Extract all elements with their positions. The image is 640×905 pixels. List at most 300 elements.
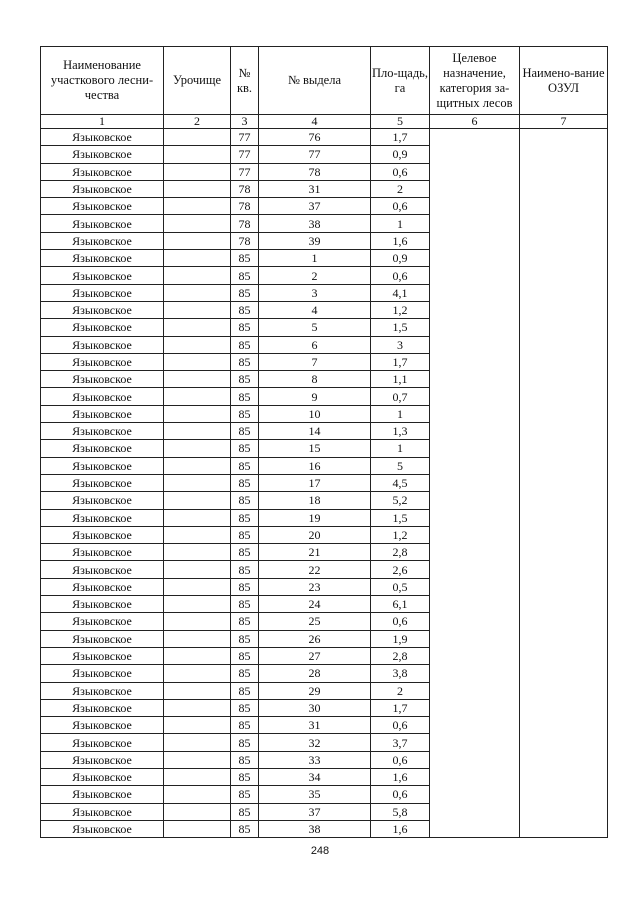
cell-purpose xyxy=(430,647,520,664)
cell-area: 1,5 xyxy=(371,509,430,526)
cell-district: Языковское xyxy=(41,613,164,630)
cell-purpose xyxy=(430,820,520,837)
cell-quarter: 85 xyxy=(231,751,259,768)
cell-allotment: 37 xyxy=(259,198,371,215)
cell-district: Языковское xyxy=(41,301,164,318)
table-row xyxy=(41,751,608,768)
table-row xyxy=(41,803,608,820)
cell-purpose xyxy=(430,267,520,284)
cell-ozul xyxy=(520,129,608,146)
cell-district: Языковское xyxy=(41,440,164,457)
cell-district: Языковское xyxy=(41,353,164,370)
cell-area: 0,6 xyxy=(371,198,430,215)
cell-quarter: 78 xyxy=(231,215,259,232)
cell-district: Языковское xyxy=(41,163,164,180)
cell-district: Языковское xyxy=(41,630,164,647)
column-number: 5 xyxy=(371,115,430,129)
cell-district: Языковское xyxy=(41,284,164,301)
cell-quarter: 85 xyxy=(231,630,259,647)
table-row xyxy=(41,492,608,509)
cell-ozul xyxy=(520,544,608,561)
cell-ozul xyxy=(520,682,608,699)
cell-district: Языковское xyxy=(41,215,164,232)
table-row xyxy=(41,180,608,197)
cell-quarter: 85 xyxy=(231,665,259,682)
cell-purpose xyxy=(430,440,520,457)
cell-tract xyxy=(164,284,231,301)
table-row xyxy=(41,371,608,388)
cell-district: Языковское xyxy=(41,699,164,716)
cell-quarter: 85 xyxy=(231,613,259,630)
cell-district: Языковское xyxy=(41,647,164,664)
table-row xyxy=(41,129,608,146)
cell-district: Языковское xyxy=(41,146,164,163)
cell-ozul xyxy=(520,596,608,613)
cell-allotment: 39 xyxy=(259,232,371,249)
cell-ozul xyxy=(520,267,608,284)
cell-allotment: 77 xyxy=(259,146,371,163)
cell-purpose xyxy=(430,232,520,249)
cell-allotment: 33 xyxy=(259,751,371,768)
cell-allotment: 5 xyxy=(259,319,371,336)
cell-purpose xyxy=(430,198,520,215)
column-number-row xyxy=(41,115,608,129)
cell-quarter: 85 xyxy=(231,353,259,370)
cell-purpose xyxy=(430,301,520,318)
cell-ozul xyxy=(520,820,608,837)
column-number: 6 xyxy=(430,115,520,129)
cell-area: 5,2 xyxy=(371,492,430,509)
cell-allotment: 18 xyxy=(259,492,371,509)
cell-allotment: 27 xyxy=(259,647,371,664)
cell-ozul xyxy=(520,699,608,716)
cell-area: 2,8 xyxy=(371,544,430,561)
cell-tract xyxy=(164,129,231,146)
cell-area: 3 xyxy=(371,336,430,353)
cell-ozul xyxy=(520,146,608,163)
table-row xyxy=(41,146,608,163)
cell-area: 2 xyxy=(371,682,430,699)
cell-ozul xyxy=(520,786,608,803)
cell-allotment: 15 xyxy=(259,440,371,457)
cell-allotment: 28 xyxy=(259,665,371,682)
cell-purpose xyxy=(430,319,520,336)
cell-area: 1,5 xyxy=(371,319,430,336)
cell-allotment: 26 xyxy=(259,630,371,647)
cell-ozul xyxy=(520,457,608,474)
cell-ozul xyxy=(520,388,608,405)
cell-purpose xyxy=(430,336,520,353)
cell-ozul xyxy=(520,751,608,768)
cell-area: 2,6 xyxy=(371,561,430,578)
cell-quarter: 85 xyxy=(231,474,259,491)
cell-district: Языковское xyxy=(41,768,164,785)
cell-purpose xyxy=(430,457,520,474)
cell-tract xyxy=(164,267,231,284)
table-row xyxy=(41,336,608,353)
cell-allotment: 7 xyxy=(259,353,371,370)
cell-tract xyxy=(164,215,231,232)
table-row xyxy=(41,768,608,785)
cell-tract xyxy=(164,301,231,318)
cell-ozul xyxy=(520,198,608,215)
cell-area: 1,2 xyxy=(371,526,430,543)
cell-area: 0,5 xyxy=(371,578,430,595)
cell-area: 3,7 xyxy=(371,734,430,751)
table-row xyxy=(41,509,608,526)
cell-quarter: 85 xyxy=(231,371,259,388)
cell-allotment: 8 xyxy=(259,371,371,388)
cell-area: 1,2 xyxy=(371,301,430,318)
cell-purpose xyxy=(430,665,520,682)
cell-area: 0,6 xyxy=(371,751,430,768)
cell-ozul xyxy=(520,630,608,647)
table-row xyxy=(41,474,608,491)
table-row xyxy=(41,647,608,664)
cell-ozul xyxy=(520,180,608,197)
cell-purpose xyxy=(430,423,520,440)
cell-purpose xyxy=(430,146,520,163)
cell-ozul xyxy=(520,163,608,180)
cell-allotment: 31 xyxy=(259,180,371,197)
cell-area: 1,6 xyxy=(371,820,430,837)
cell-quarter: 85 xyxy=(231,786,259,803)
cell-quarter: 85 xyxy=(231,682,259,699)
table-row xyxy=(41,734,608,751)
cell-district: Языковское xyxy=(41,526,164,543)
cell-area: 1,6 xyxy=(371,232,430,249)
table-row xyxy=(41,267,608,284)
cell-tract xyxy=(164,717,231,734)
cell-district: Языковское xyxy=(41,561,164,578)
cell-purpose xyxy=(430,544,520,561)
cell-purpose xyxy=(430,596,520,613)
cell-district: Языковское xyxy=(41,596,164,613)
table-row xyxy=(41,440,608,457)
cell-quarter: 85 xyxy=(231,492,259,509)
cell-quarter: 85 xyxy=(231,336,259,353)
cell-purpose xyxy=(430,492,520,509)
cell-ozul xyxy=(520,768,608,785)
cell-ozul xyxy=(520,215,608,232)
table-row xyxy=(41,630,608,647)
table-row xyxy=(41,423,608,440)
cell-allotment: 19 xyxy=(259,509,371,526)
cell-district: Языковское xyxy=(41,544,164,561)
cell-tract xyxy=(164,526,231,543)
cell-purpose xyxy=(430,768,520,785)
cell-tract xyxy=(164,232,231,249)
cell-allotment: 38 xyxy=(259,215,371,232)
cell-tract xyxy=(164,198,231,215)
cell-tract xyxy=(164,457,231,474)
cell-tract xyxy=(164,786,231,803)
cell-tract xyxy=(164,336,231,353)
cell-area: 4,1 xyxy=(371,284,430,301)
cell-allotment: 22 xyxy=(259,561,371,578)
table-row xyxy=(41,665,608,682)
cell-allotment: 2 xyxy=(259,267,371,284)
cell-allotment: 32 xyxy=(259,734,371,751)
cell-area: 1,3 xyxy=(371,423,430,440)
cell-ozul xyxy=(520,474,608,491)
cell-quarter: 85 xyxy=(231,647,259,664)
cell-tract xyxy=(164,509,231,526)
cell-quarter: 85 xyxy=(231,578,259,595)
cell-allotment: 10 xyxy=(259,405,371,422)
cell-quarter: 85 xyxy=(231,250,259,267)
cell-ozul xyxy=(520,319,608,336)
cell-purpose xyxy=(430,786,520,803)
cell-district: Языковское xyxy=(41,509,164,526)
cell-ozul xyxy=(520,250,608,267)
cell-district: Языковское xyxy=(41,336,164,353)
cell-tract xyxy=(164,596,231,613)
cell-purpose xyxy=(430,509,520,526)
cell-district: Языковское xyxy=(41,405,164,422)
cell-tract xyxy=(164,768,231,785)
cell-quarter: 85 xyxy=(231,267,259,284)
cell-tract xyxy=(164,440,231,457)
cell-purpose xyxy=(430,353,520,370)
cell-district: Языковское xyxy=(41,371,164,388)
table-row xyxy=(41,388,608,405)
cell-allotment: 78 xyxy=(259,163,371,180)
table-row xyxy=(41,163,608,180)
cell-area: 0,6 xyxy=(371,267,430,284)
cell-area: 1,9 xyxy=(371,630,430,647)
table-row xyxy=(41,215,608,232)
column-number: 1 xyxy=(41,115,164,129)
cell-quarter: 77 xyxy=(231,163,259,180)
cell-area: 0,9 xyxy=(371,250,430,267)
table-row xyxy=(41,682,608,699)
table-row xyxy=(41,457,608,474)
table-row xyxy=(41,699,608,716)
cell-area: 2,8 xyxy=(371,647,430,664)
cell-purpose xyxy=(430,734,520,751)
cell-purpose xyxy=(430,751,520,768)
cell-quarter: 85 xyxy=(231,544,259,561)
cell-ozul xyxy=(520,371,608,388)
table-row xyxy=(41,561,608,578)
cell-tract xyxy=(164,146,231,163)
cell-quarter: 85 xyxy=(231,526,259,543)
cell-quarter: 85 xyxy=(231,457,259,474)
cell-area: 1 xyxy=(371,215,430,232)
cell-purpose xyxy=(430,474,520,491)
cell-allotment: 29 xyxy=(259,682,371,699)
cell-ozul xyxy=(520,423,608,440)
table-row xyxy=(41,526,608,543)
cell-district: Языковское xyxy=(41,250,164,267)
cell-quarter: 85 xyxy=(231,423,259,440)
cell-area: 0,6 xyxy=(371,786,430,803)
cell-ozul xyxy=(520,803,608,820)
cell-purpose xyxy=(430,163,520,180)
cell-tract xyxy=(164,371,231,388)
cell-district: Языковское xyxy=(41,232,164,249)
cell-ozul xyxy=(520,647,608,664)
cell-ozul xyxy=(520,336,608,353)
cell-purpose xyxy=(430,578,520,595)
cell-area: 0,9 xyxy=(371,146,430,163)
cell-purpose xyxy=(430,180,520,197)
cell-purpose xyxy=(430,561,520,578)
table-row xyxy=(41,250,608,267)
cell-quarter: 77 xyxy=(231,129,259,146)
cell-allotment: 4 xyxy=(259,301,371,318)
cell-quarter: 85 xyxy=(231,803,259,820)
cell-area: 1,7 xyxy=(371,699,430,716)
cell-tract xyxy=(164,353,231,370)
header-row xyxy=(41,47,608,115)
cell-area: 4,5 xyxy=(371,474,430,491)
cell-allotment: 14 xyxy=(259,423,371,440)
cell-ozul xyxy=(520,734,608,751)
cell-purpose xyxy=(430,613,520,630)
header-tract: Урочище xyxy=(164,47,231,115)
table-row xyxy=(41,613,608,630)
cell-purpose xyxy=(430,526,520,543)
cell-ozul xyxy=(520,578,608,595)
cell-ozul xyxy=(520,301,608,318)
cell-tract xyxy=(164,180,231,197)
cell-allotment: 30 xyxy=(259,699,371,716)
cell-area: 1 xyxy=(371,405,430,422)
cell-district: Языковское xyxy=(41,717,164,734)
cell-allotment: 6 xyxy=(259,336,371,353)
cell-allotment: 9 xyxy=(259,388,371,405)
cell-quarter: 85 xyxy=(231,301,259,318)
cell-ozul xyxy=(520,561,608,578)
cell-district: Языковское xyxy=(41,786,164,803)
cell-area: 0,7 xyxy=(371,388,430,405)
cell-quarter: 78 xyxy=(231,232,259,249)
cell-allotment: 35 xyxy=(259,786,371,803)
cell-area: 1,1 xyxy=(371,371,430,388)
cell-ozul xyxy=(520,232,608,249)
cell-district: Языковское xyxy=(41,319,164,336)
cell-tract xyxy=(164,319,231,336)
cell-area: 0,6 xyxy=(371,613,430,630)
cell-quarter: 78 xyxy=(231,198,259,215)
cell-tract xyxy=(164,250,231,267)
cell-ozul xyxy=(520,284,608,301)
cell-allotment: 76 xyxy=(259,129,371,146)
cell-district: Языковское xyxy=(41,734,164,751)
cell-tract xyxy=(164,647,231,664)
cell-tract xyxy=(164,163,231,180)
cell-purpose xyxy=(430,284,520,301)
cell-area: 3,8 xyxy=(371,665,430,682)
cell-district: Языковское xyxy=(41,803,164,820)
cell-tract xyxy=(164,665,231,682)
header-quarter: № кв. xyxy=(231,47,259,115)
table-row xyxy=(41,578,608,595)
cell-allotment: 25 xyxy=(259,613,371,630)
cell-allotment: 3 xyxy=(259,284,371,301)
table-row xyxy=(41,301,608,318)
cell-purpose xyxy=(430,699,520,716)
cell-purpose xyxy=(430,630,520,647)
cell-district: Языковское xyxy=(41,578,164,595)
cell-purpose xyxy=(430,388,520,405)
cell-ozul xyxy=(520,353,608,370)
cell-quarter: 85 xyxy=(231,405,259,422)
cell-area: 1,7 xyxy=(371,129,430,146)
cell-area: 1,7 xyxy=(371,353,430,370)
cell-quarter: 77 xyxy=(231,146,259,163)
table-row xyxy=(41,198,608,215)
cell-area: 1,6 xyxy=(371,768,430,785)
cell-ozul xyxy=(520,717,608,734)
cell-district: Языковское xyxy=(41,198,164,215)
cell-area: 1 xyxy=(371,440,430,457)
cell-tract xyxy=(164,561,231,578)
cell-tract xyxy=(164,699,231,716)
cell-district: Языковское xyxy=(41,682,164,699)
cell-ozul xyxy=(520,509,608,526)
cell-ozul xyxy=(520,405,608,422)
cell-allotment: 34 xyxy=(259,768,371,785)
cell-ozul xyxy=(520,665,608,682)
cell-ozul xyxy=(520,526,608,543)
cell-tract xyxy=(164,734,231,751)
table-row xyxy=(41,353,608,370)
table-row xyxy=(41,284,608,301)
cell-district: Языковское xyxy=(41,129,164,146)
header-district: Наименование участкового лесни-чества xyxy=(41,47,164,115)
cell-district: Языковское xyxy=(41,820,164,837)
cell-district: Языковское xyxy=(41,267,164,284)
table-row xyxy=(41,786,608,803)
cell-quarter: 78 xyxy=(231,180,259,197)
cell-district: Языковское xyxy=(41,751,164,768)
cell-ozul xyxy=(520,440,608,457)
table-body xyxy=(41,129,608,838)
cell-quarter: 85 xyxy=(231,440,259,457)
table-row xyxy=(41,319,608,336)
cell-purpose xyxy=(430,803,520,820)
cell-quarter: 85 xyxy=(231,820,259,837)
table-row xyxy=(41,405,608,422)
header-purpose: Целевое назначение, категория за-щитных лесов xyxy=(430,47,520,115)
cell-allotment: 21 xyxy=(259,544,371,561)
cell-allotment: 38 xyxy=(259,820,371,837)
cell-district: Языковское xyxy=(41,665,164,682)
cell-tract xyxy=(164,682,231,699)
cell-tract xyxy=(164,405,231,422)
cell-tract xyxy=(164,544,231,561)
column-number: 4 xyxy=(259,115,371,129)
cell-allotment: 31 xyxy=(259,717,371,734)
cell-tract xyxy=(164,751,231,768)
cell-allotment: 24 xyxy=(259,596,371,613)
cell-district: Языковское xyxy=(41,457,164,474)
cell-quarter: 85 xyxy=(231,388,259,405)
forest-plots-table xyxy=(40,46,608,838)
cell-area: 5,8 xyxy=(371,803,430,820)
cell-district: Языковское xyxy=(41,180,164,197)
cell-purpose xyxy=(430,405,520,422)
cell-area: 6,1 xyxy=(371,596,430,613)
cell-quarter: 85 xyxy=(231,319,259,336)
cell-purpose xyxy=(430,129,520,146)
cell-tract xyxy=(164,578,231,595)
cell-district: Языковское xyxy=(41,492,164,509)
cell-district: Языковское xyxy=(41,388,164,405)
